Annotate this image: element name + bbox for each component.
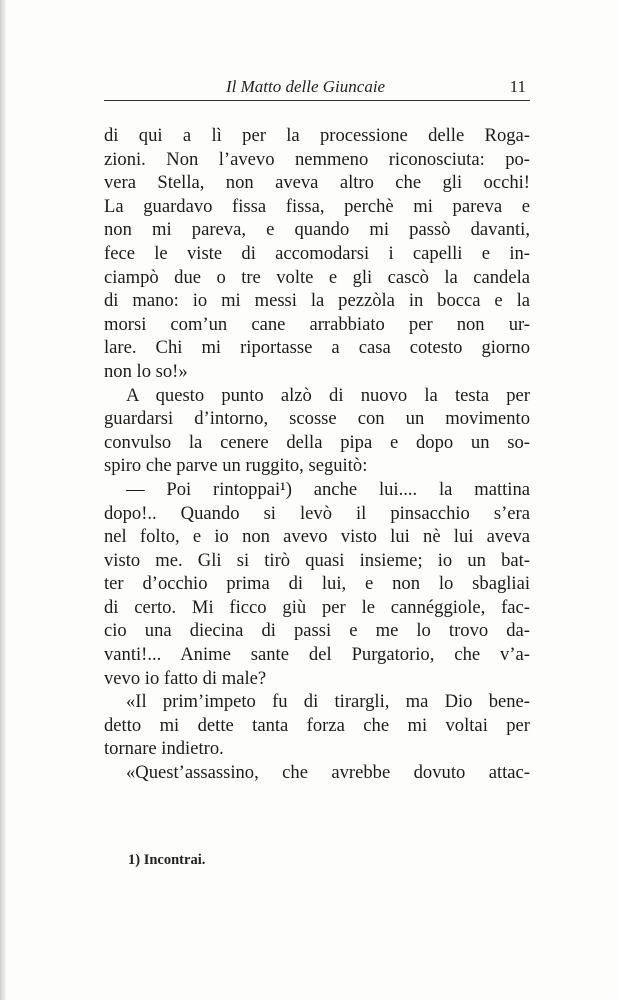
text-line: La guardavo fissa fissa, perchè mi pareva e bbox=[104, 195, 530, 217]
text-line: detto mi dette tanta forza che mi voltai per bbox=[104, 714, 530, 736]
text-line: di qui a lì per la processione delle Roga- bbox=[104, 125, 530, 146]
text-line: convulso la cenere della pipa e dopo un so- bbox=[104, 431, 530, 453]
text-line: dopo!.. Quando si levò il pinsacchio s’era bbox=[104, 502, 530, 524]
page-edge-shadow bbox=[0, 0, 6, 1000]
text-line: lare. Chi mi riportasse a casa cotesto giorno bbox=[104, 337, 530, 359]
text-line: cio una diecina di passi e me lo trovo da- bbox=[104, 620, 530, 642]
text-line: spiro che parve un ruggito, seguitò: bbox=[104, 455, 368, 477]
text-line: «Il prim’impeto fu di tirargli, ma Dio bene- bbox=[126, 691, 530, 713]
text-line: guardarsi d’intorno, scosse con un movimento bbox=[104, 408, 530, 430]
running-header bbox=[104, 76, 530, 101]
text-line: — Poi rintoppai¹) anche lui.... la mattina bbox=[126, 478, 530, 500]
text-line: vera Stella, non aveva altro che gli occhi! bbox=[104, 172, 530, 194]
text-line: A questo punto alzò di nuovo la testa per bbox=[126, 384, 530, 406]
text-line: morsi com’un cane arrabbiato per non ur- bbox=[104, 313, 530, 335]
page-number: 11 bbox=[509, 77, 526, 96]
text-line: vevo io fatto di male? bbox=[104, 667, 267, 689]
text-line: ter d’occhio prima di lui, e non lo sbagliai bbox=[104, 573, 530, 595]
text-line: di certo. Mi ficco giù per le cannéggiole, fac- bbox=[104, 596, 530, 618]
text-line: non lo so!» bbox=[104, 360, 188, 382]
text-line: vanti!... Anime sante del Purgatorio, che v’a- bbox=[104, 644, 530, 666]
running-title: Il Matto delle Giuncaie bbox=[226, 77, 386, 96]
text-line: nel folto, e io non avevo visto lui nè lui aveva bbox=[104, 526, 530, 548]
footnote bbox=[128, 852, 205, 869]
text-line: ciampò due o tre volte e gli cascò la candela bbox=[104, 266, 530, 288]
text-line: tornare indietro. bbox=[104, 738, 224, 760]
text-line: zioni. Non l’avevo nemmeno riconosciuta: po- bbox=[104, 148, 530, 170]
text-line: visto me. Gli si tirò quasi insieme; io un bat- bbox=[104, 549, 530, 571]
body-text bbox=[104, 124, 530, 785]
text-line: di mano: io mi messi la pezzòla in bocca e la bbox=[104, 290, 530, 312]
text-line: non mi pareva, e quando mi passò davanti, bbox=[104, 219, 530, 241]
footnote-text: Incontrai. bbox=[143, 852, 206, 868]
text-line: fece le viste di accomodarsi i capelli e in- bbox=[104, 242, 530, 264]
footnote-marker: 1) bbox=[128, 852, 141, 868]
text-line: «Quest’assassino, che avrebbe dovuto attac- bbox=[126, 762, 530, 784]
